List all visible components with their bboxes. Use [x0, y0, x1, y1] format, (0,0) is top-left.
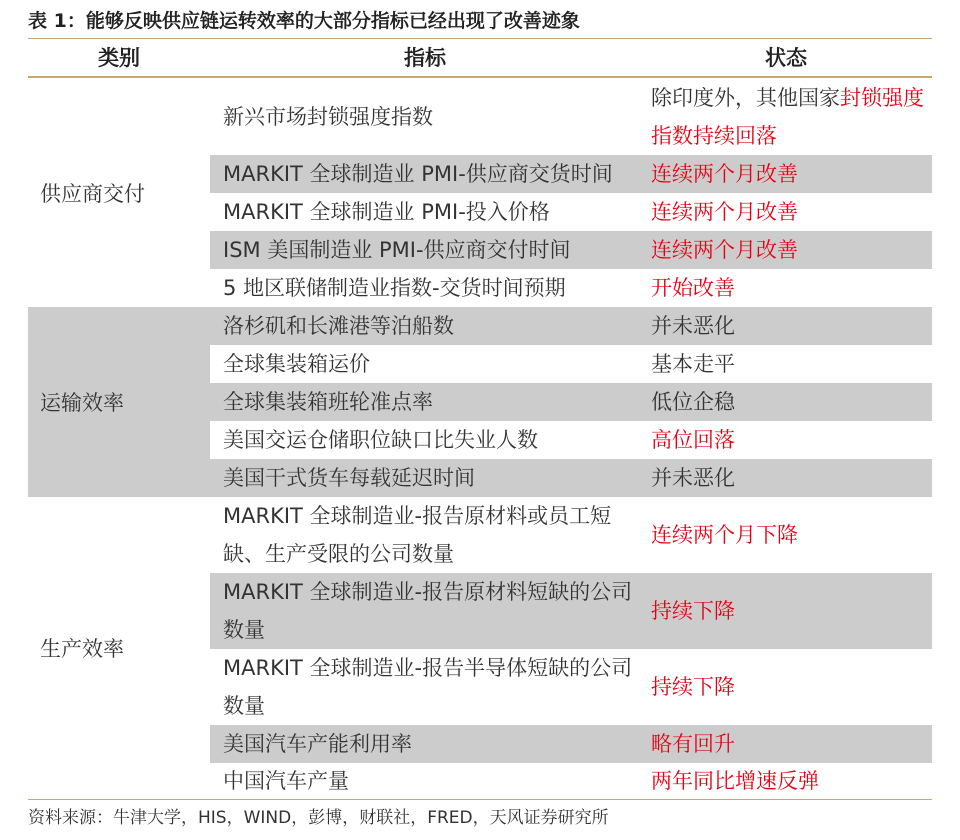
indicator-cell: MARKIT 全球制造业-报告半导体短缺的公司数量	[223, 656, 633, 718]
header-category: 类别	[98, 46, 140, 70]
table-row	[210, 725, 932, 763]
indicator-cell: 新兴市场封锁强度指数	[223, 104, 433, 129]
table-row	[210, 649, 932, 725]
status-text: 除印度外，其他国家	[651, 85, 840, 110]
status-highlight: 连续两个月改善	[651, 162, 798, 186]
status-highlight: 连续两个月下降	[651, 523, 798, 547]
status-highlight: 开始改善	[651, 276, 735, 300]
indicator-cell: 美国交运仓储职位缺口比失业人数	[223, 428, 538, 452]
status-cell	[651, 649, 926, 725]
status-highlight: 持续下降	[651, 675, 735, 699]
status-cell	[651, 763, 926, 799]
table-row	[210, 497, 932, 573]
table-row	[210, 307, 932, 345]
indicator-cell: MARKIT 全球制造业 PMI-投入价格	[223, 200, 550, 224]
status-highlight: 连续两个月改善	[651, 200, 798, 224]
status-cell	[651, 231, 926, 269]
indicator-cell: 洛杉矶和长滩港等泊船数	[223, 314, 454, 338]
category-label: 运输效率	[40, 391, 124, 415]
table-title: 表 1：能够反映供应链运转效率的大部分指标已经出现了改善迹象	[28, 10, 580, 32]
status-highlight: 持续下降	[651, 599, 735, 623]
status-cell	[651, 497, 926, 573]
status-cell	[651, 383, 926, 421]
table-row	[210, 193, 932, 231]
indicator-cell: 5 地区联储制造业指数-交货时间预期	[223, 276, 566, 300]
header-indicator: 指标	[404, 46, 446, 70]
header-status: 状态	[765, 46, 807, 70]
status-highlight: 高位回落	[651, 428, 735, 452]
table-row	[210, 459, 932, 497]
bottom-rule	[28, 799, 932, 800]
indicator-cell: 中国汽车产量	[223, 769, 349, 793]
indicator-cell: MARKIT 全球制造业-报告原材料短缺的公司数量	[223, 580, 633, 642]
category-production-efficiency	[28, 497, 210, 799]
status-cell	[651, 725, 926, 763]
indicator-cell: MARKIT 全球制造业-报告原材料或员工短缺、生产受限的公司数量	[223, 504, 612, 566]
status-highlight: 两年同比增速反弹	[651, 769, 819, 793]
top-rule	[28, 38, 932, 39]
category-label: 供应商交付	[40, 181, 145, 206]
status-cell	[651, 78, 926, 155]
indicator-cell: 美国干式货车每载延迟时间	[223, 466, 475, 490]
table-row	[210, 345, 932, 383]
table-row	[210, 421, 932, 459]
status-highlight: 封锁强度指数持续回落	[651, 85, 924, 148]
status-highlight: 连续两个月改善	[651, 238, 798, 262]
category-transport-efficiency	[28, 307, 210, 497]
table-row	[210, 155, 932, 193]
status-cell	[651, 155, 926, 193]
indicator-cell: 美国汽车产能利用率	[223, 732, 412, 756]
indicator-cell: ISM 美国制造业 PMI-供应商交付时间	[223, 238, 571, 262]
source-note: 资料来源：牛津大学，HIS，WIND，彭博，财联社，FRED，天风证券研究所	[28, 808, 609, 828]
indicator-cell: 全球集装箱运价	[223, 352, 370, 376]
status-cell	[651, 193, 926, 231]
table-row	[210, 269, 932, 307]
status-text: 并未恶化	[651, 466, 735, 490]
indicator-cell: 全球集装箱班轮准点率	[223, 390, 433, 414]
table-row	[210, 78, 932, 155]
status-cell	[651, 421, 926, 459]
indicator-cell: MARKIT 全球制造业 PMI-供应商交货时间	[223, 162, 613, 186]
category-supplier-delivery	[28, 78, 210, 307]
status-cell	[651, 573, 926, 649]
table-row	[210, 573, 932, 649]
table-row	[210, 763, 932, 799]
status-cell	[651, 345, 926, 383]
status-text: 基本走平	[651, 352, 735, 376]
table-row	[210, 231, 932, 269]
category-label: 生产效率	[40, 637, 124, 661]
status-text: 低位企稳	[651, 390, 735, 414]
status-cell	[651, 459, 926, 497]
table-row	[210, 383, 932, 421]
status-cell	[651, 307, 926, 345]
status-cell	[651, 269, 926, 307]
status-highlight: 略有回升	[651, 732, 735, 756]
status-text: 并未恶化	[651, 314, 735, 338]
